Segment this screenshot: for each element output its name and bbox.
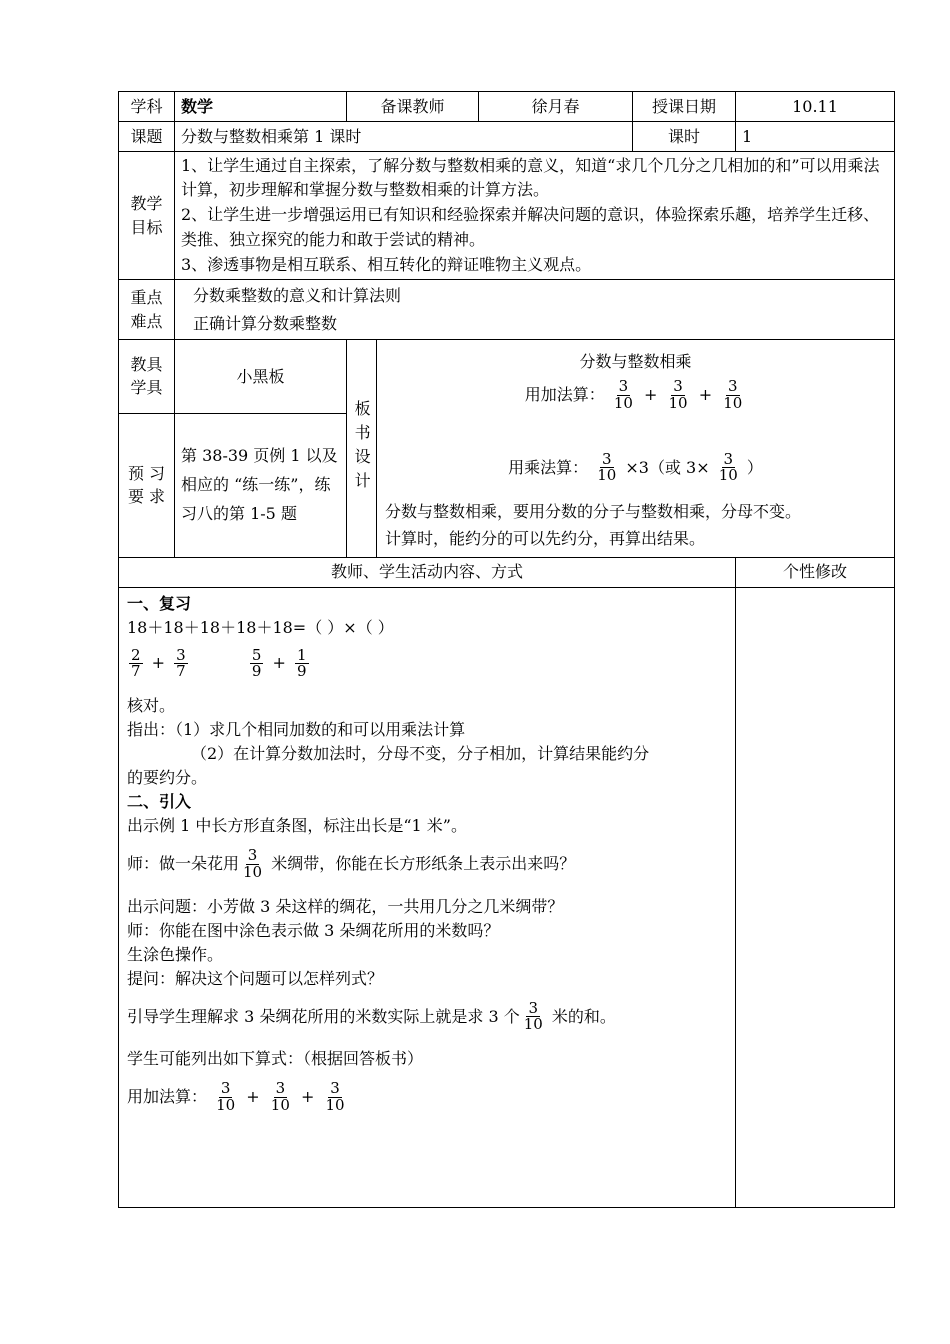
fraction: $\frac{3}{7}$	[176, 645, 186, 681]
modify-column	[736, 587, 895, 1207]
date-value: 10.11	[736, 92, 895, 122]
intro-9	[127, 1081, 727, 1114]
board-add-label: 用加法算：	[524, 384, 605, 404]
fraction: $\frac{3}{10}$	[668, 377, 688, 412]
subject-label: 学科	[119, 92, 175, 122]
fraction: $\frac{1}{9}$	[297, 645, 307, 681]
board-rule: 分数与整数相乘，要用分数的分子与整数相乘，分母不变。	[385, 502, 802, 522]
intro-1: 出示例 1 中长方形直条图，标注出长是“1 米”。	[127, 816, 467, 836]
intro-3: 出示问题：小芳做 3 朵这样的绸花，一共用几分之几米绸带？	[127, 896, 564, 916]
teacher-label: 备课教师	[347, 92, 479, 122]
board-note: 计算时，能约分的可以先约分，再算出结果。	[385, 529, 706, 549]
plus-sign: +	[272, 653, 286, 673]
fraction: $\frac{3}{10}$	[597, 449, 617, 485]
goal-item: 1、让学生通过自主探索，了解分数与整数相乘的意义，知道“求几个几分之几相加的和”可以用乘法计算，初步理解和掌握分数与整数相乘的计算方法。	[181, 155, 880, 200]
point-2: （2）在计算分数加法时，分母不变，分子相加，计算结果能约分	[191, 744, 650, 764]
key-content	[175, 280, 895, 340]
goals-label-line2: 目标	[130, 217, 163, 237]
intro-6: 提问：解决这个问题可以怎样列式？	[127, 968, 384, 988]
fraction: $\frac{5}{9}$	[251, 645, 262, 681]
board-add-expression	[385, 379, 886, 412]
board-design	[377, 340, 895, 558]
hours-label: 课时	[633, 122, 736, 152]
board-mul-expression	[385, 449, 886, 485]
review-fractions	[127, 645, 727, 681]
key-label	[119, 280, 175, 340]
board-title: 分数与整数相乘	[579, 352, 692, 371]
intro-title: 二、引入	[127, 792, 192, 812]
tools-label-line1: 教具	[130, 355, 163, 375]
plus-sign: +	[246, 1086, 260, 1106]
goals-label	[119, 152, 175, 280]
fraction: $\frac{3}{10}$	[325, 1079, 345, 1114]
plus-sign: +	[151, 653, 166, 673]
tools-label-line2: 学具	[130, 378, 163, 398]
key-difficulty: 正确计算分数乘整数	[193, 313, 338, 333]
preview-value: 第 38-39 页例 1 以及相应的 “练一练”，练习八的第 1-5 题	[175, 413, 347, 557]
lesson-plan	[118, 91, 894, 1208]
activity-header: 教师、学生活动内容、方式	[119, 557, 736, 587]
fraction: $\frac{3}{10}$	[243, 846, 263, 881]
plus-sign: +	[300, 1086, 315, 1106]
fraction: $\frac{3}{10}$	[523, 998, 543, 1034]
intro-7b: 米的和。	[551, 1006, 616, 1026]
subject-value: 数学	[175, 92, 347, 122]
board-mul-tail: ×3（或 3×	[625, 457, 710, 477]
point-1: 指出：（1）求几个相同加数的和可以用乘法计算	[127, 720, 466, 740]
goal-item: 3、渗透事物是相互联系、相互转化的辩证唯物主义观点。	[181, 254, 592, 274]
key-label-line2: 难点	[130, 311, 163, 331]
goal-item: 2、让学生进一步增强运用已有知识和经验探索并解决问题的意识，体验探索乐趣，培养学生迁移、类推、独立探究的能力和敢于尝试的精神。	[181, 205, 880, 249]
intro-9-label: 用加法算：	[127, 1086, 208, 1106]
fraction: $\frac{3}{10}$	[718, 449, 738, 485]
intro-7a: 引导学生理解求 3 朵绸花所用的米数实际上就是求 3 个	[127, 1006, 520, 1026]
board-label: 板书设计	[352, 400, 372, 497]
plus-sign: +	[644, 384, 658, 404]
topic-label: 课题	[119, 122, 175, 152]
review-line: 18＋18＋18＋18＋18=（ ）×（ ）	[127, 617, 394, 637]
intro-5: 生涂色操作。	[127, 944, 224, 964]
fraction: $\frac{3}{10}$	[270, 1079, 290, 1114]
activity-content	[119, 587, 736, 1207]
intro-2b: 米绸带，你能在长方形纸条上表示出来吗？	[271, 853, 576, 873]
teacher-value: 徐月春	[479, 92, 633, 122]
intro-4: 师：你能在图中涂色表示做 3 朵绸花所用的米数吗？	[127, 920, 500, 940]
fraction: $\frac{3}{10}$	[613, 377, 633, 412]
key-label-line1: 重点	[130, 288, 163, 308]
preview-label	[119, 413, 175, 557]
fraction: $\frac{2}{7}$	[131, 645, 141, 681]
plus-sign: +	[698, 384, 713, 404]
date-label: 授课日期	[633, 92, 736, 122]
tools-value: 小黑板	[175, 340, 347, 414]
tools-label	[119, 340, 175, 414]
board-mul-label: 用乘法算：	[508, 457, 589, 477]
goals-label-line1: 教学	[130, 194, 163, 214]
preview-label-line2: 要 求	[127, 487, 166, 507]
check-text: 核对。	[127, 696, 176, 716]
fraction: $\frac{3}{10}$	[723, 377, 743, 412]
review-title: 一、复习	[127, 593, 192, 613]
intro-2a: 师：做一朵花用	[127, 853, 240, 873]
fraction: $\frac{3}{10}$	[216, 1079, 236, 1114]
intro-2	[127, 848, 727, 881]
preview-label-line1: 预 习	[127, 464, 166, 484]
intro-8: 学生可能列出如下算式：（根据回答板书）	[127, 1049, 424, 1069]
board-label-cell	[347, 340, 377, 558]
goals-content	[175, 152, 895, 280]
key-focus: 分数乘整数的意义和计算法则	[193, 285, 402, 305]
board-mul-close: ）	[746, 457, 763, 477]
lesson-plan-table	[118, 91, 895, 1208]
modify-header: 个性修改	[736, 557, 895, 587]
intro-7	[127, 998, 727, 1034]
point-2b: 的要约分。	[127, 768, 208, 788]
hours-value: 1	[736, 122, 895, 152]
topic-value: 分数与整数相乘第 1 课时	[175, 122, 633, 152]
